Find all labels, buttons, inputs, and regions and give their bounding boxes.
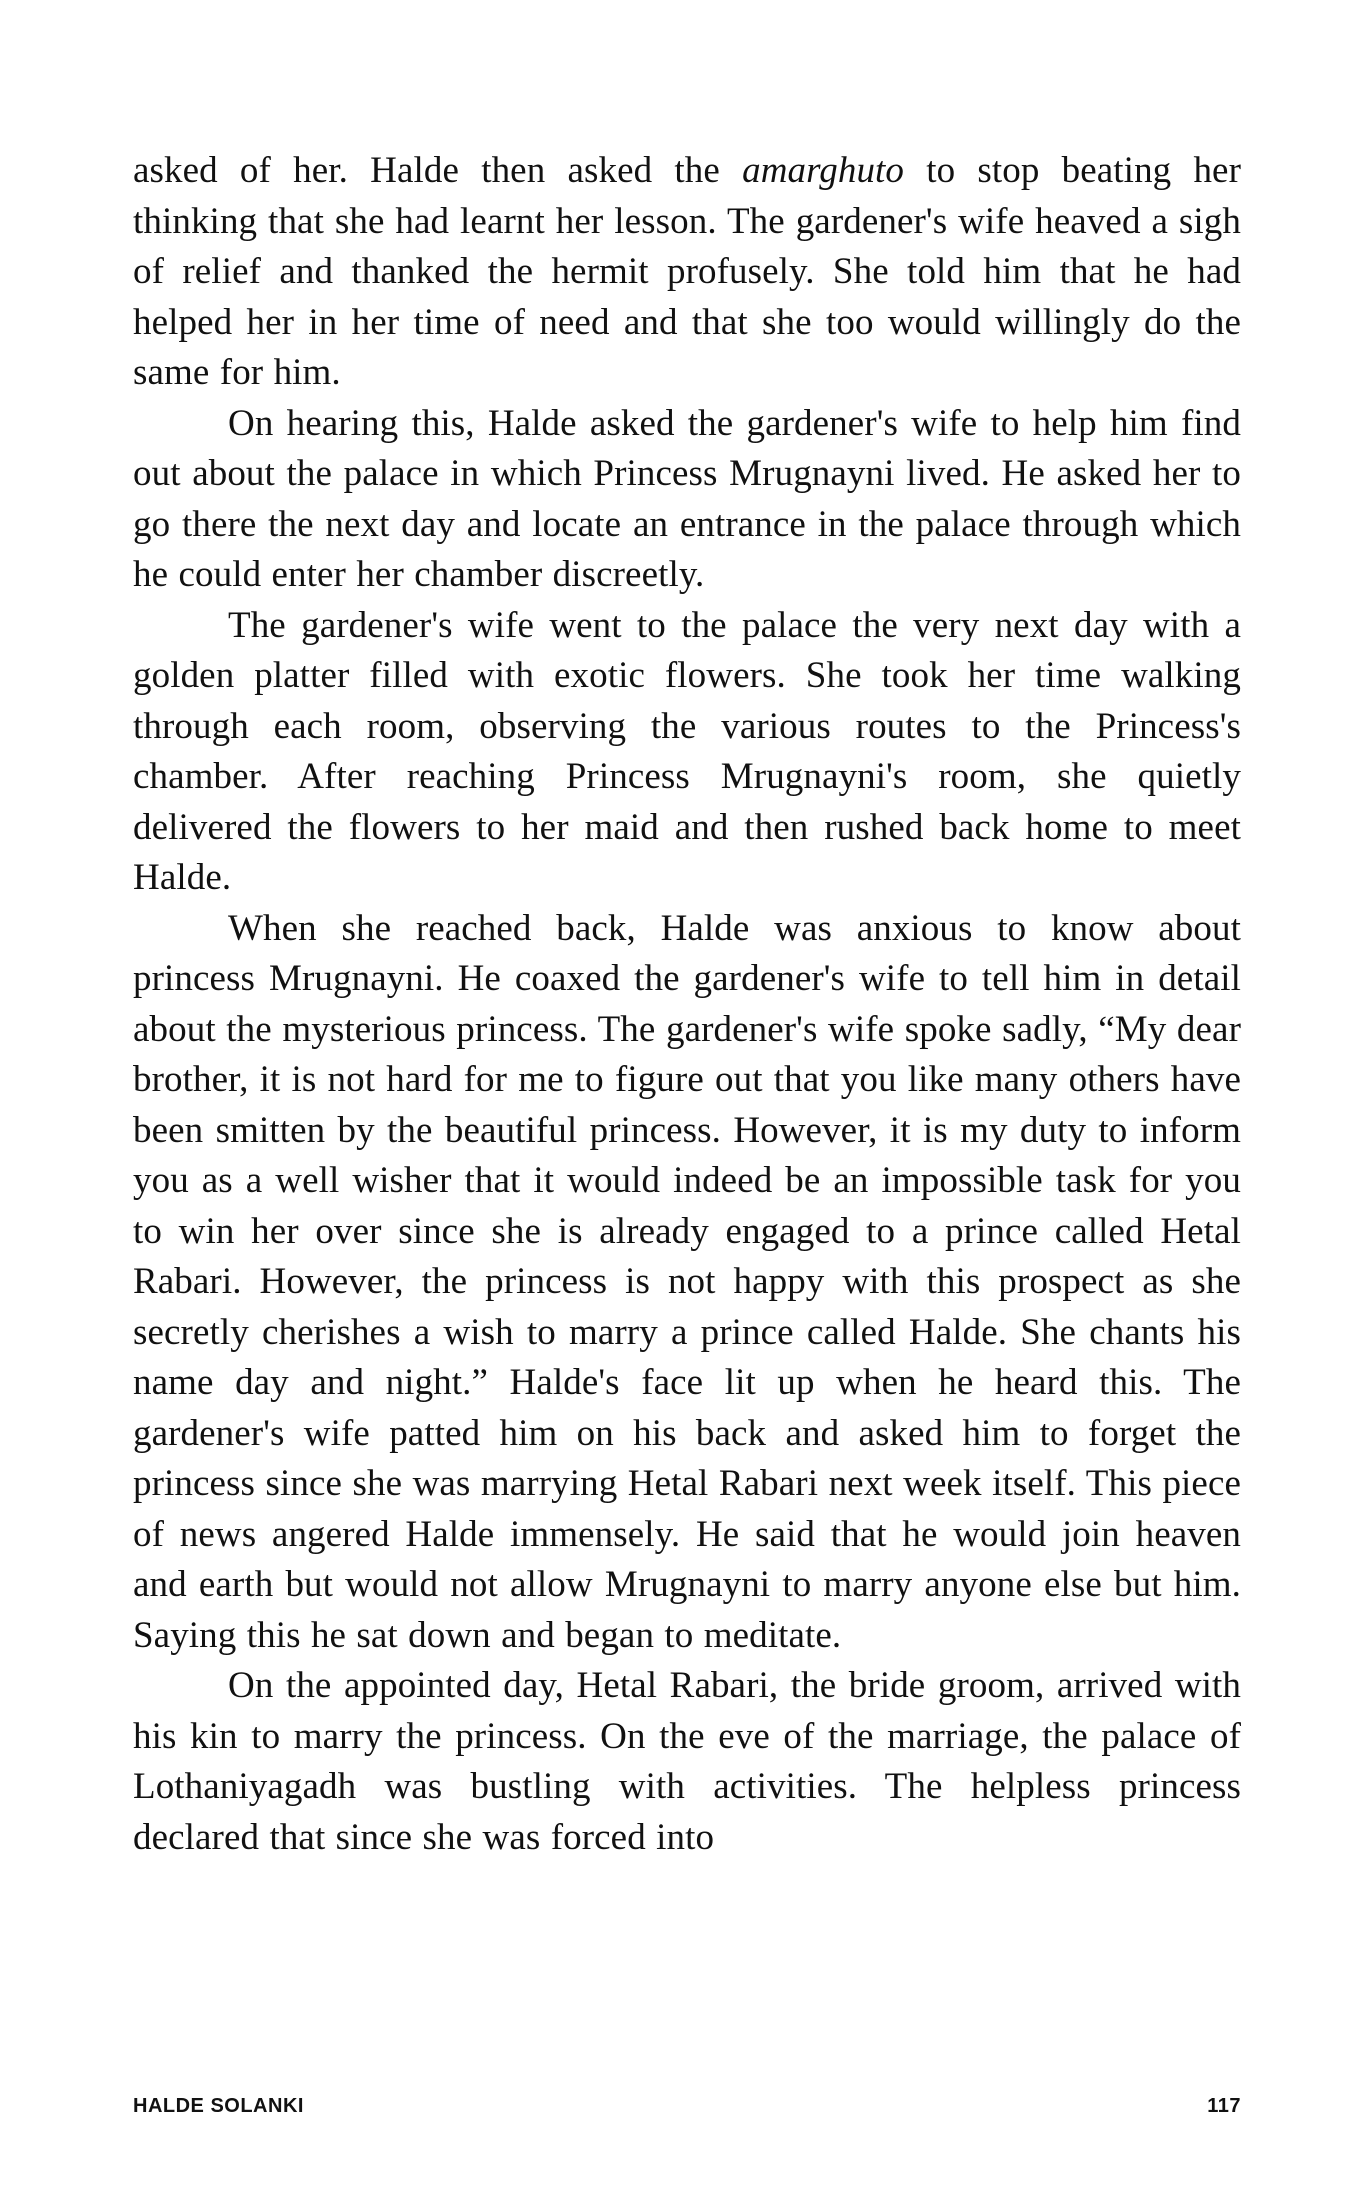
running-title: HALDE SOLANKI	[133, 2095, 304, 2117]
paragraph-2: On hearing this, Halde asked the gardener's wife to help him find out about the palace in which Princess Mrugnayni lived. He asked her to go there the next day and locate an entrance in the palace through which he could enter her chamber discreetly.	[133, 402, 1241, 595]
paragraph-1	[133, 146, 1241, 399]
amarghuto-term: amarghuto	[742, 150, 905, 191]
paragraph-1-text-before: asked of her. Halde then asked the	[133, 150, 743, 191]
book-page-body	[133, 146, 1241, 1863]
paragraph-4: When she reached back, Halde was anxious to know about princess Mrugnayni. He coaxed the gardener's wife to tell him in detail about the mysterious princess. The gardener's wife spoke sadly, “My dear brother, it is not hard for me to figure out that you like many others have been smitten by the beautiful princess. However, it is my duty to inform you as a well wisher that it would indeed be an impossible task for you to win her over since she is already engaged to a prince called Hetal Rabari. However, the princess is not happy with this prospect as she secretly cherishes a wish to marry a prince called Halde. She chants his name day and night.” Halde's face lit up when he heard this. The gardener's wife patted him on his back and asked him to forget the princess since she was marrying Hetal Rabari next week itself. This piece of news angered Halde immensely. He said that he would join heaven and earth but would not allow Mrugnayni to marry anyone else but him. Saying this he sat down and began to meditate.	[133, 907, 1241, 1656]
paragraph-1-text-after: to stop beating her thinking that she had learnt her lesson. The gardener's wife heaved a sigh of relief and thanked the hermit profusely. She told him that he had helped her in her time of need and that she too would willingly do the same for him.	[133, 150, 1241, 393]
page-number: 117	[1207, 2095, 1241, 2117]
paragraph-5: On the appointed day, Hetal Rabari, the bride groom, arrived with his kin to marry the princess. On the eve of the marriage, the palace of Lothaniyagadh was bustling with activities. The helpless princess declared that since she was forced into	[133, 1665, 1241, 1858]
paragraph-3: The gardener's wife went to the palace the very next day with a golden platter filled with exotic flowers. She took her time walking through each room, observing the various routes to the Princess's chamber. After reaching Princess Mrugnayni's room, she quietly delivered the flowers to her maid and then rushed back home to meet Halde.	[133, 604, 1241, 898]
